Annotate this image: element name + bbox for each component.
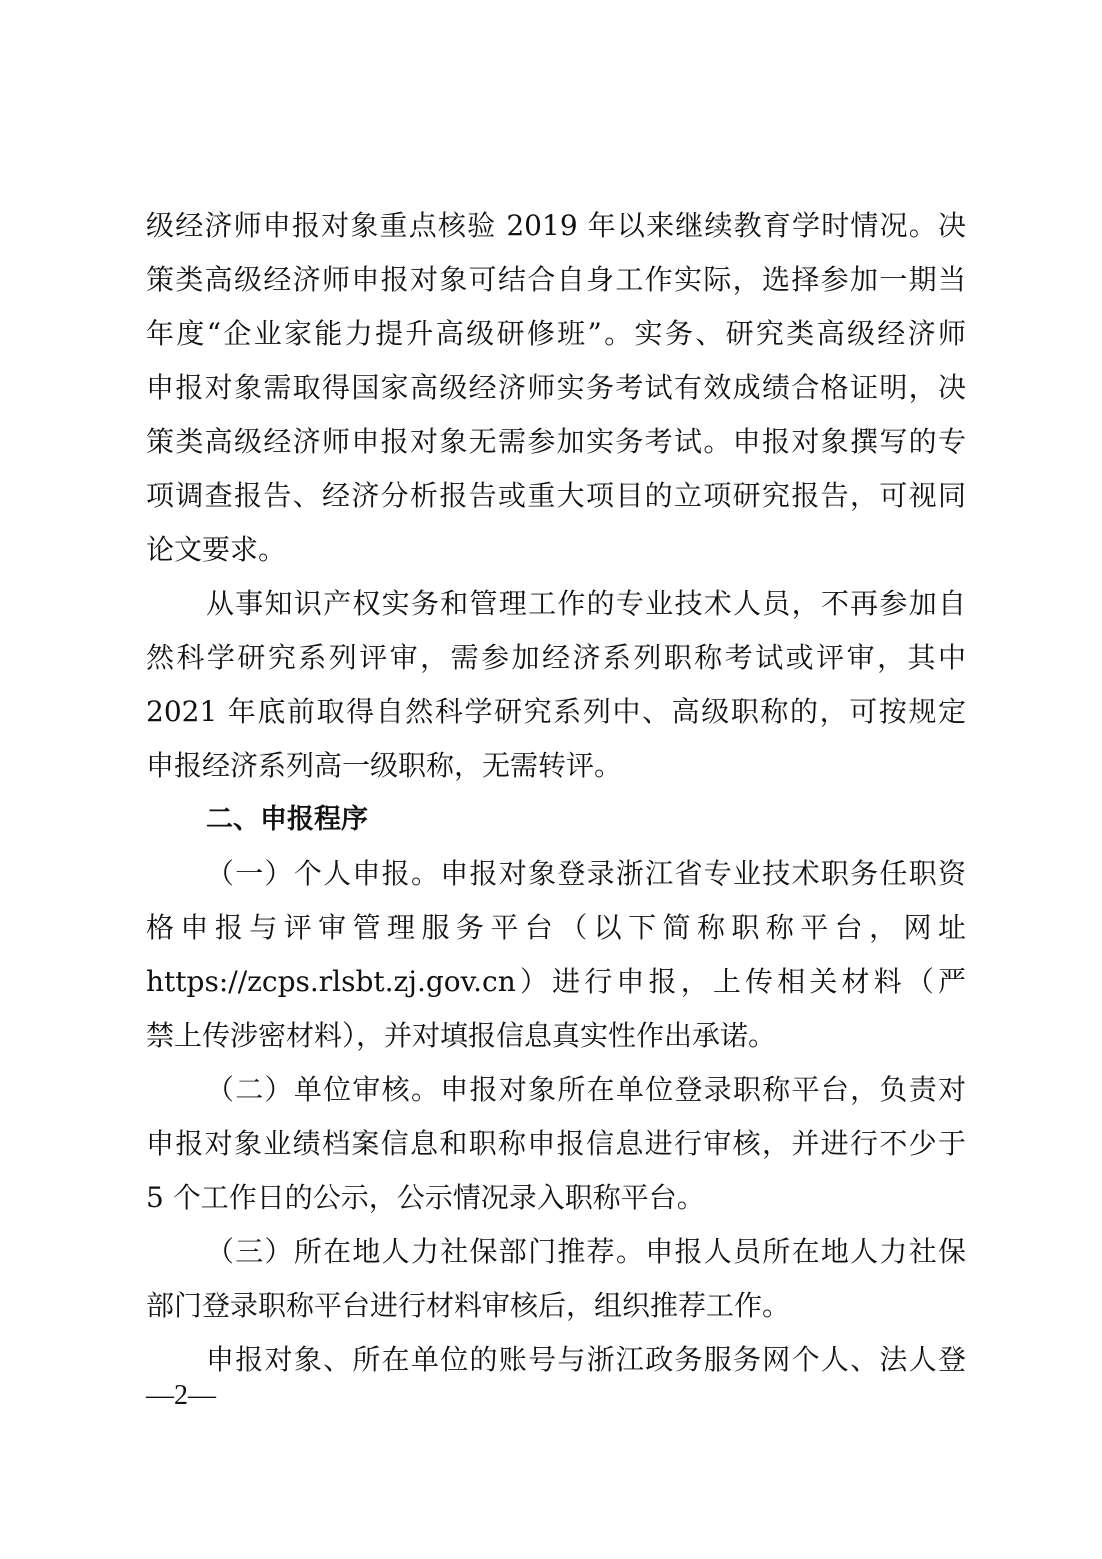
paragraph-line: 格申报与评审管理服务平台（以下简称职称平台，网址 [146, 911, 966, 944]
paragraph-line: 禁上传涉密材料），并对填报信息真实性作出承诺。 [146, 1019, 777, 1052]
section-heading: 二、申报程序 [206, 804, 368, 835]
paragraph-line: 部门登录职称平台进行材料审核后，组织推荐工作。 [146, 1289, 791, 1322]
paragraph-line: 申报经济系列高一级职称，无需转评。 [146, 749, 623, 782]
paragraph-line: 策类高级经济师申报对象可结合自身工作实际，选择参加一期当 [146, 263, 966, 296]
paragraph-line: 级经济师申报对象重点核验 2019 年以来继续教育学时情况。决 [146, 209, 966, 242]
paragraph-line: 论文要求。 [146, 533, 287, 566]
paragraph-line: 5 个工作日的公示，公示情况录入职称平台。 [146, 1181, 705, 1214]
paragraph-line: 从事知识产权实务和管理工作的专业技术人员，不再参加自 [206, 587, 966, 620]
paragraph-line: https://zcps.rlsbt.zj.gov.cn）进行申报，上传相关材料（严 [146, 965, 966, 998]
paragraph-line: 然科学研究系列评审，需参加经济系列职称考试或评审，其中 [146, 641, 966, 674]
paragraph-line: 2021 年底前取得自然科学研究系列中、高级职称的，可按规定 [146, 695, 966, 728]
paragraph-line: 年度“企业家能力提升高级研修班”。实务、研究类高级经济师 [146, 317, 966, 350]
paragraph-line: （一）个人申报。申报对象登录浙江省专业技术职务任职资 [206, 857, 966, 890]
paragraph-line: 策类高级经济师申报对象无需参加实务考试。申报对象撰写的专 [146, 425, 966, 458]
paragraph-line: 项调查报告、经济分析报告或重大项目的立项研究报告，可视同 [146, 479, 966, 512]
paragraph-line: 申报对象需取得国家高级经济师实务考试有效成绩合格证明，决 [146, 371, 966, 404]
paragraph-line: 申报对象、所在单位的账号与浙江政务服务网个人、法人登 [206, 1343, 966, 1376]
paragraph-line: （三）所在地人力社保部门推荐。申报人员所在地人力社保 [206, 1235, 966, 1268]
page-number: —2— [146, 1380, 216, 1411]
paragraph-line: 申报对象业绩档案信息和职称申报信息进行审核，并进行不少于 [146, 1127, 966, 1160]
paragraph-line: （二）单位审核。申报对象所在单位登录职称平台，负责对 [206, 1073, 966, 1106]
